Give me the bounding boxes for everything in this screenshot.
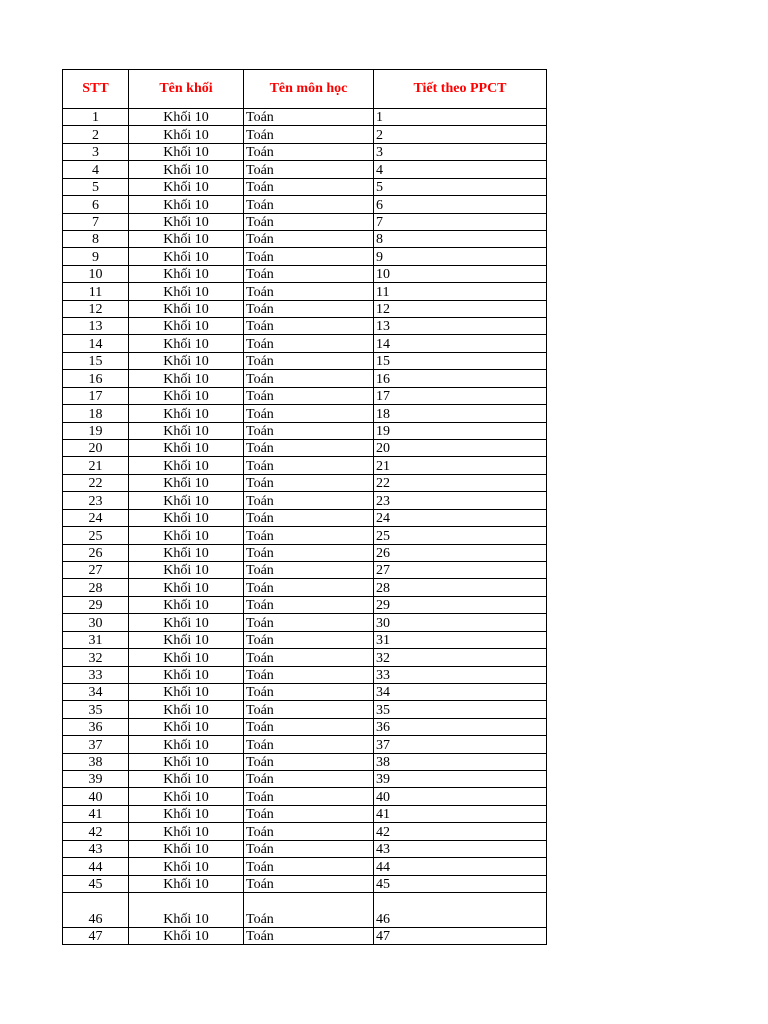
cell-stt[interactable]: 30 [63, 614, 129, 631]
cell-ten-mon-hoc[interactable]: Toán [244, 823, 374, 840]
table-row [63, 927, 547, 944]
table-row [63, 109, 547, 126]
cell-stt[interactable]: 22 [63, 474, 129, 491]
cell-tiet-theo-ppct[interactable]: 10 [374, 265, 547, 282]
cell-ten-khoi[interactable]: Khối 10 [129, 405, 244, 422]
cell-ten-mon-hoc[interactable]: Toán [244, 875, 374, 892]
cell-tiet-theo-ppct[interactable]: 19 [374, 422, 547, 439]
cell-tiet-theo-ppct[interactable]: 35 [374, 701, 547, 718]
table-row [63, 736, 547, 753]
table-row [63, 805, 547, 822]
cell-ten-mon-hoc[interactable]: Toán [244, 178, 374, 195]
cell-stt[interactable]: 45 [63, 875, 129, 892]
cell-ten-khoi[interactable]: Khối 10 [129, 614, 244, 631]
cell-tiet-theo-ppct[interactable]: 6 [374, 196, 547, 213]
cell-tiet-theo-ppct[interactable]: 41 [374, 805, 547, 822]
cell-ten-khoi[interactable]: Khối 10 [129, 335, 244, 352]
cell-tiet-theo-ppct[interactable]: 22 [374, 474, 547, 491]
cell-stt[interactable]: 25 [63, 527, 129, 544]
cell-stt[interactable]: 31 [63, 631, 129, 648]
cell-ten-mon-hoc[interactable]: Toán [244, 858, 374, 875]
cell-ten-khoi[interactable]: Khối 10 [129, 265, 244, 282]
cell-ten-mon-hoc[interactable]: Toán [244, 614, 374, 631]
cell-ten-mon-hoc[interactable]: Toán [244, 161, 374, 178]
cell-ten-khoi[interactable]: Khối 10 [129, 649, 244, 666]
cell-stt[interactable]: 46 [63, 892, 129, 927]
cell-ten-mon-hoc[interactable]: Toán [244, 718, 374, 735]
cell-ten-khoi[interactable]: Khối 10 [129, 683, 244, 700]
cell-stt[interactable]: 28 [63, 579, 129, 596]
table-row [63, 196, 547, 213]
cell-ten-khoi[interactable]: Khối 10 [129, 440, 244, 457]
table-body [63, 109, 547, 945]
cell-stt[interactable]: 19 [63, 422, 129, 439]
cell-ten-mon-hoc[interactable]: Toán [244, 753, 374, 770]
cell-tiet-theo-ppct[interactable]: 15 [374, 352, 547, 369]
cell-stt[interactable]: 14 [63, 335, 129, 352]
cell-ten-khoi[interactable]: Khối 10 [129, 143, 244, 160]
cell-ten-khoi[interactable]: Khối 10 [129, 474, 244, 491]
cell-ten-mon-hoc[interactable]: Toán [244, 736, 374, 753]
cell-ten-mon-hoc[interactable]: Toán [244, 840, 374, 857]
cell-ten-khoi[interactable]: Khối 10 [129, 596, 244, 613]
cell-tiet-theo-ppct[interactable]: 32 [374, 649, 547, 666]
table-row [63, 649, 547, 666]
cell-ten-mon-hoc[interactable]: Toán [244, 440, 374, 457]
cell-ten-mon-hoc[interactable]: Toán [244, 422, 374, 439]
cell-tiet-theo-ppct[interactable]: 42 [374, 823, 547, 840]
cell-ten-khoi[interactable]: Khối 10 [129, 283, 244, 300]
cell-stt[interactable]: 21 [63, 457, 129, 474]
table-row [63, 788, 547, 805]
cell-tiet-theo-ppct[interactable]: 43 [374, 840, 547, 857]
cell-ten-khoi[interactable]: Khối 10 [129, 161, 244, 178]
cell-tiet-theo-ppct[interactable]: 27 [374, 561, 547, 578]
table-row [63, 422, 547, 439]
table-row [63, 823, 547, 840]
cell-ten-mon-hoc[interactable]: Toán [244, 683, 374, 700]
table-row [63, 840, 547, 857]
cell-tiet-theo-ppct[interactable]: 4 [374, 161, 547, 178]
table-row [63, 352, 547, 369]
cell-stt[interactable]: 34 [63, 683, 129, 700]
cell-stt[interactable]: 15 [63, 352, 129, 369]
cell-stt[interactable]: 18 [63, 405, 129, 422]
cell-stt[interactable]: 2 [63, 126, 129, 143]
cell-tiet-theo-ppct[interactable]: 37 [374, 736, 547, 753]
cell-tiet-theo-ppct[interactable]: 28 [374, 579, 547, 596]
cell-ten-mon-hoc[interactable]: Toán [244, 492, 374, 509]
cell-stt[interactable]: 27 [63, 561, 129, 578]
cell-stt[interactable]: 26 [63, 544, 129, 561]
cell-ten-mon-hoc[interactable]: Toán [244, 527, 374, 544]
cell-ten-mon-hoc[interactable]: Toán [244, 405, 374, 422]
cell-ten-mon-hoc[interactable]: Toán [244, 631, 374, 648]
cell-tiet-theo-ppct[interactable]: 30 [374, 614, 547, 631]
table-row [63, 701, 547, 718]
table-row [63, 875, 547, 892]
table-row [63, 596, 547, 613]
table-row [63, 666, 547, 683]
cell-ten-mon-hoc[interactable]: Toán [244, 561, 374, 578]
cell-stt[interactable]: 38 [63, 753, 129, 770]
cell-ten-khoi[interactable]: Khối 10 [129, 631, 244, 648]
cell-ten-mon-hoc[interactable]: Toán [244, 892, 374, 927]
cell-tiet-theo-ppct[interactable]: 21 [374, 457, 547, 474]
cell-stt[interactable]: 39 [63, 771, 129, 788]
cell-ten-mon-hoc[interactable]: Toán [244, 509, 374, 526]
cell-stt[interactable]: 42 [63, 823, 129, 840]
cell-ten-mon-hoc[interactable]: Toán [244, 196, 374, 213]
cell-ten-mon-hoc[interactable]: Toán [244, 788, 374, 805]
cell-stt[interactable]: 47 [63, 927, 129, 944]
cell-ten-mon-hoc[interactable]: Toán [244, 805, 374, 822]
cell-stt[interactable]: 20 [63, 440, 129, 457]
cell-ten-khoi[interactable]: Khối 10 [129, 196, 244, 213]
cell-tiet-theo-ppct[interactable]: 25 [374, 527, 547, 544]
cell-ten-khoi[interactable]: Khối 10 [129, 230, 244, 247]
cell-ten-mon-hoc[interactable]: Toán [244, 771, 374, 788]
cell-stt[interactable]: 37 [63, 736, 129, 753]
cell-stt[interactable]: 33 [63, 666, 129, 683]
cell-tiet-theo-ppct[interactable]: 39 [374, 771, 547, 788]
cell-ten-khoi[interactable]: Khối 10 [129, 561, 244, 578]
cell-ten-khoi[interactable]: Khối 10 [129, 422, 244, 439]
cell-ten-khoi[interactable]: Khối 10 [129, 509, 244, 526]
cell-tiet-theo-ppct[interactable]: 20 [374, 440, 547, 457]
cell-tiet-theo-ppct[interactable]: 18 [374, 405, 547, 422]
cell-ten-khoi[interactable]: Khối 10 [129, 771, 244, 788]
cell-ten-khoi[interactable]: Khối 10 [129, 109, 244, 126]
table-row [63, 213, 547, 230]
cell-stt[interactable]: 13 [63, 318, 129, 335]
cell-tiet-theo-ppct[interactable]: 24 [374, 509, 547, 526]
cell-tiet-theo-ppct[interactable]: 12 [374, 300, 547, 317]
cell-ten-khoi[interactable]: Khối 10 [129, 875, 244, 892]
cell-ten-khoi[interactable]: Khối 10 [129, 579, 244, 596]
cell-stt[interactable]: 23 [63, 492, 129, 509]
cell-tiet-theo-ppct[interactable]: 16 [374, 370, 547, 387]
table-row [63, 474, 547, 491]
cell-ten-mon-hoc[interactable]: Toán [244, 230, 374, 247]
cell-stt[interactable]: 35 [63, 701, 129, 718]
table-row [63, 143, 547, 160]
cell-stt[interactable]: 9 [63, 248, 129, 265]
cell-ten-khoi[interactable]: Khối 10 [129, 126, 244, 143]
cell-tiet-theo-ppct[interactable]: 13 [374, 318, 547, 335]
cell-tiet-theo-ppct[interactable]: 1 [374, 109, 547, 126]
cell-ten-mon-hoc[interactable]: Toán [244, 927, 374, 944]
table-row [63, 614, 547, 631]
cell-tiet-theo-ppct[interactable]: 3 [374, 143, 547, 160]
cell-tiet-theo-ppct[interactable]: 44 [374, 858, 547, 875]
table-row [63, 527, 547, 544]
cell-tiet-theo-ppct[interactable]: 36 [374, 718, 547, 735]
cell-tiet-theo-ppct[interactable]: 9 [374, 248, 547, 265]
header-row [63, 70, 547, 109]
cell-ten-mon-hoc[interactable]: Toán [244, 248, 374, 265]
cell-ten-mon-hoc[interactable]: Toán [244, 300, 374, 317]
cell-stt[interactable]: 36 [63, 718, 129, 735]
table-row [63, 771, 547, 788]
cell-tiet-theo-ppct[interactable]: 14 [374, 335, 547, 352]
table-row [63, 544, 547, 561]
cell-ten-khoi[interactable]: Khối 10 [129, 823, 244, 840]
cell-stt[interactable]: 8 [63, 230, 129, 247]
cell-ten-khoi[interactable]: Khối 10 [129, 718, 244, 735]
cell-ten-khoi[interactable]: Khối 10 [129, 527, 244, 544]
cell-tiet-theo-ppct[interactable]: 17 [374, 387, 547, 404]
cell-ten-khoi[interactable]: Khối 10 [129, 492, 244, 509]
cell-ten-khoi[interactable]: Khối 10 [129, 840, 244, 857]
cell-ten-mon-hoc[interactable]: Toán [244, 265, 374, 282]
cell-stt[interactable]: 10 [63, 265, 129, 282]
cell-ten-mon-hoc[interactable]: Toán [244, 579, 374, 596]
cell-ten-mon-hoc[interactable]: Toán [244, 370, 374, 387]
cell-ten-mon-hoc[interactable]: Toán [244, 457, 374, 474]
table-row [63, 126, 547, 143]
cell-ten-mon-hoc[interactable]: Toán [244, 649, 374, 666]
table-row [63, 440, 547, 457]
cell-ten-khoi[interactable]: Khối 10 [129, 248, 244, 265]
cell-ten-mon-hoc[interactable]: Toán [244, 596, 374, 613]
cell-ten-khoi[interactable]: Khối 10 [129, 370, 244, 387]
cell-ten-mon-hoc[interactable]: Toán [244, 109, 374, 126]
cell-ten-khoi[interactable]: Khối 10 [129, 387, 244, 404]
table-row [63, 631, 547, 648]
cell-stt[interactable]: 40 [63, 788, 129, 805]
table-row [63, 178, 547, 195]
cell-ten-khoi[interactable]: Khối 10 [129, 805, 244, 822]
cell-stt[interactable]: 7 [63, 213, 129, 230]
table-row [63, 230, 547, 247]
cell-stt[interactable]: 17 [63, 387, 129, 404]
table-row [63, 753, 547, 770]
cell-stt[interactable]: 4 [63, 161, 129, 178]
cell-ten-khoi[interactable]: Khối 10 [129, 666, 244, 683]
cell-stt[interactable]: 6 [63, 196, 129, 213]
cell-ten-mon-hoc[interactable]: Toán [244, 335, 374, 352]
cell-ten-khoi[interactable]: Khối 10 [129, 858, 244, 875]
cell-tiet-theo-ppct[interactable]: 5 [374, 178, 547, 195]
header-ten-mon-hoc[interactable]: Tên môn học [244, 70, 374, 109]
cell-tiet-theo-ppct[interactable]: 34 [374, 683, 547, 700]
cell-ten-khoi[interactable]: Khối 10 [129, 788, 244, 805]
table-row [63, 561, 547, 578]
cell-tiet-theo-ppct[interactable]: 33 [374, 666, 547, 683]
cell-ten-khoi[interactable]: Khối 10 [129, 892, 244, 927]
table-row [63, 248, 547, 265]
table-row [63, 457, 547, 474]
table-row [63, 387, 547, 404]
cell-ten-khoi[interactable]: Khối 10 [129, 927, 244, 944]
cell-ten-mon-hoc[interactable]: Toán [244, 143, 374, 160]
table-row [63, 161, 547, 178]
cell-stt[interactable]: 43 [63, 840, 129, 857]
cell-ten-khoi[interactable]: Khối 10 [129, 352, 244, 369]
cell-ten-khoi[interactable]: Khối 10 [129, 300, 244, 317]
cell-stt[interactable]: 1 [63, 109, 129, 126]
cell-tiet-theo-ppct[interactable]: 23 [374, 492, 547, 509]
cell-stt[interactable]: 24 [63, 509, 129, 526]
cell-ten-khoi[interactable]: Khối 10 [129, 753, 244, 770]
cell-tiet-theo-ppct[interactable]: 47 [374, 927, 547, 944]
cell-tiet-theo-ppct[interactable]: 7 [374, 213, 547, 230]
cell-stt[interactable]: 32 [63, 649, 129, 666]
cell-stt[interactable]: 41 [63, 805, 129, 822]
cell-tiet-theo-ppct[interactable]: 40 [374, 788, 547, 805]
cell-stt[interactable]: 5 [63, 178, 129, 195]
table-row [63, 405, 547, 422]
header-stt[interactable]: STT [63, 70, 129, 109]
cell-ten-khoi[interactable]: Khối 10 [129, 213, 244, 230]
cell-tiet-theo-ppct[interactable]: 38 [374, 753, 547, 770]
cell-ten-khoi[interactable]: Khối 10 [129, 544, 244, 561]
cell-ten-khoi[interactable]: Khối 10 [129, 701, 244, 718]
cell-stt[interactable]: 44 [63, 858, 129, 875]
table-row [63, 300, 547, 317]
cell-tiet-theo-ppct[interactable]: 45 [374, 875, 547, 892]
cell-tiet-theo-ppct[interactable]: 46 [374, 892, 547, 927]
header-ten-khoi[interactable]: Tên khối [129, 70, 244, 109]
cell-stt[interactable]: 3 [63, 143, 129, 160]
cell-ten-mon-hoc[interactable]: Toán [244, 544, 374, 561]
cell-ten-mon-hoc[interactable]: Toán [244, 213, 374, 230]
cell-stt[interactable]: 16 [63, 370, 129, 387]
cell-ten-mon-hoc[interactable]: Toán [244, 387, 374, 404]
cell-stt[interactable]: 29 [63, 596, 129, 613]
table-row [63, 858, 547, 875]
cell-stt[interactable]: 11 [63, 283, 129, 300]
cell-ten-mon-hoc[interactable]: Toán [244, 318, 374, 335]
cell-ten-khoi[interactable]: Khối 10 [129, 457, 244, 474]
table-row [63, 509, 547, 526]
table-row [63, 335, 547, 352]
table-row [63, 492, 547, 509]
table-row [63, 265, 547, 282]
cell-ten-khoi[interactable]: Khối 10 [129, 318, 244, 335]
cell-ten-khoi[interactable]: Khối 10 [129, 178, 244, 195]
cell-tiet-theo-ppct[interactable]: 11 [374, 283, 547, 300]
cell-ten-mon-hoc[interactable]: Toán [244, 474, 374, 491]
cell-ten-mon-hoc[interactable]: Toán [244, 666, 374, 683]
table-row [63, 718, 547, 735]
table-row [63, 283, 547, 300]
table-row [63, 370, 547, 387]
cell-tiet-theo-ppct[interactable]: 26 [374, 544, 547, 561]
cell-ten-mon-hoc[interactable]: Toán [244, 283, 374, 300]
header-tiet-theo-ppct[interactable]: Tiết theo PPCT [374, 70, 547, 109]
cell-ten-mon-hoc[interactable]: Toán [244, 701, 374, 718]
table-row [63, 318, 547, 335]
cell-ten-mon-hoc[interactable]: Toán [244, 352, 374, 369]
table-row [63, 892, 547, 927]
table-row [63, 683, 547, 700]
table-row [63, 579, 547, 596]
cell-stt[interactable]: 12 [63, 300, 129, 317]
cell-tiet-theo-ppct[interactable]: 8 [374, 230, 547, 247]
ppct-table [62, 69, 547, 945]
cell-tiet-theo-ppct[interactable]: 2 [374, 126, 547, 143]
cell-ten-mon-hoc[interactable]: Toán [244, 126, 374, 143]
cell-tiet-theo-ppct[interactable]: 29 [374, 596, 547, 613]
cell-tiet-theo-ppct[interactable]: 31 [374, 631, 547, 648]
cell-ten-khoi[interactable]: Khối 10 [129, 736, 244, 753]
